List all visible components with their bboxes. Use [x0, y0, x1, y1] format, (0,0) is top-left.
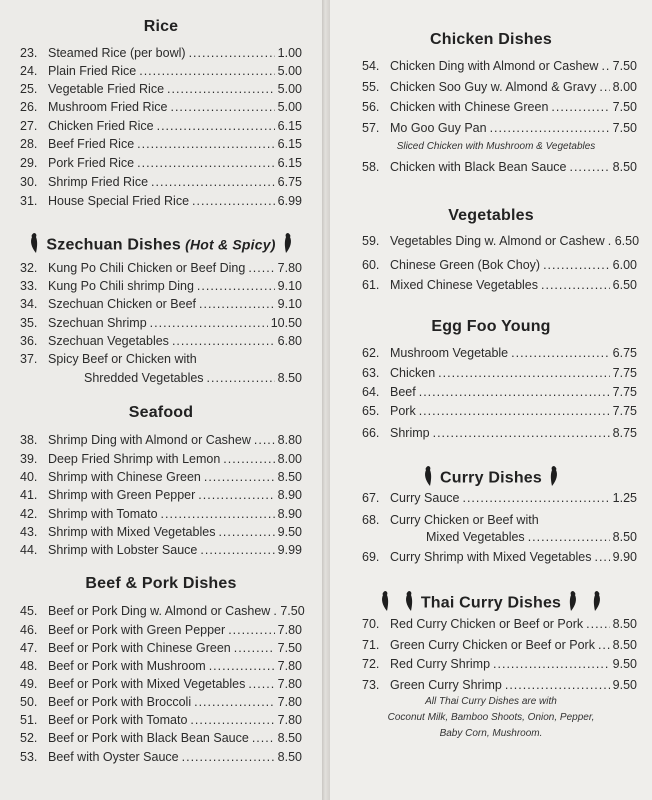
item-name: Pork Fried Rice	[48, 156, 135, 170]
menu-item	[20, 64, 302, 78]
dot-leader	[190, 713, 274, 727]
item-number: 33.	[20, 279, 38, 293]
item-number: 73.	[362, 678, 380, 692]
menu-item	[20, 507, 302, 521]
page-fold	[322, 0, 330, 800]
menu-item	[362, 678, 637, 692]
item-price: 1.00	[277, 46, 302, 60]
item-price: 9.50	[277, 525, 302, 539]
menu-item	[362, 346, 637, 360]
item-price: 7.80	[277, 623, 302, 637]
item-number: 61.	[362, 278, 380, 292]
item-number: 34.	[20, 297, 38, 311]
item-number: 48.	[20, 659, 38, 673]
item-name: Green Curry Shrimp	[390, 678, 502, 692]
item-price: 9.50	[612, 657, 637, 671]
dot-leader	[182, 750, 275, 764]
menu-item	[20, 297, 302, 311]
item-number: 30.	[20, 175, 38, 189]
item-name: Beef or Pork with Tomato	[48, 713, 188, 727]
item-name: Shrimp with Chinese Green	[48, 470, 201, 484]
item-name: Steamed Rice (per bowl)	[48, 46, 186, 60]
dot-leader	[462, 491, 609, 505]
dot-leader	[199, 297, 275, 311]
dot-leader	[601, 59, 609, 73]
section-heading	[0, 232, 322, 259]
item-name: Pork	[390, 404, 416, 418]
item-number: 50.	[20, 695, 38, 709]
item-number: 27.	[20, 119, 38, 133]
menu-item	[362, 638, 637, 652]
item-name: Shrimp with Tomato	[48, 507, 158, 521]
menu-item	[20, 488, 302, 502]
section-note-line: All Thai Curry Dishes are with	[425, 696, 557, 707]
dot-leader	[209, 659, 275, 673]
item-number: 68.	[362, 513, 380, 527]
section-heading	[330, 590, 652, 617]
section-title-text: Egg Foo Young	[431, 318, 551, 335]
menu-item	[20, 731, 302, 745]
item-name: Shrimp with Lobster Sauce	[48, 543, 198, 557]
item-number: 31.	[20, 194, 38, 208]
item-number: 57.	[362, 121, 380, 135]
item-number: 70.	[362, 617, 380, 631]
item-price: 7.80	[277, 713, 302, 727]
item-number: 55.	[362, 80, 380, 94]
menu-item	[362, 121, 637, 135]
menu-item	[20, 194, 302, 208]
menu-item	[20, 713, 302, 727]
dot-leader	[198, 488, 274, 502]
dot-leader	[139, 64, 274, 78]
menu-item	[20, 452, 302, 466]
item-number: 47.	[20, 641, 38, 655]
item-price: 6.15	[277, 137, 302, 151]
item-name: Beef or Pork with Green Pepper	[48, 623, 226, 637]
item-price: 9.90	[612, 550, 637, 564]
menu-page-right	[330, 0, 652, 800]
menu-item	[362, 59, 637, 73]
dot-leader	[150, 316, 268, 330]
dot-leader	[594, 550, 609, 564]
menu-item	[20, 137, 302, 151]
item-name: Red Curry Shrimp	[390, 657, 491, 671]
item-name: Chicken Ding with Almond or Cashew	[390, 59, 599, 73]
item-name: Mushroom Fried Rice	[48, 100, 168, 114]
dot-leader	[598, 638, 610, 652]
item-number: 25.	[20, 82, 38, 96]
item-name: Shrimp	[390, 426, 430, 440]
item-number: 67.	[362, 491, 380, 505]
item-price: 5.00	[277, 64, 302, 78]
section-heading	[330, 318, 652, 336]
item-number: 42.	[20, 507, 38, 521]
item-price: 7.50	[280, 604, 305, 618]
dot-leader	[207, 371, 275, 385]
dot-leader	[137, 137, 275, 151]
section-title-text: Curry Dishes	[440, 469, 542, 487]
menu-item	[20, 470, 302, 484]
item-number: 40.	[20, 470, 38, 484]
dot-leader	[248, 261, 274, 275]
item-name: Beef or Pork with Chinese Green	[48, 641, 231, 655]
dot-leader	[551, 100, 609, 114]
menu-item	[20, 46, 302, 60]
item-name: Beef or Pork with Black Bean Sauce	[48, 731, 249, 745]
item-number: 29.	[20, 156, 38, 170]
section-heading	[0, 575, 322, 593]
item-name: Chicken	[390, 366, 436, 380]
item-name: Curry Chicken or Beef with	[390, 513, 539, 527]
dot-leader	[194, 695, 275, 709]
item-price: 8.50	[612, 638, 637, 652]
item-name: House Special Fried Rice	[48, 194, 190, 208]
item-note: Sliced Chicken with Mushroom & Vegetables	[396, 141, 596, 152]
menu-item	[20, 156, 302, 170]
item-price: 6.99	[277, 194, 302, 208]
menu-item	[20, 279, 302, 293]
item-number: 58.	[362, 160, 380, 174]
item-price: 8.00	[612, 80, 637, 94]
item-price: 8.50	[277, 470, 302, 484]
item-number: 49.	[20, 677, 38, 691]
item-price: 8.50	[277, 750, 302, 764]
dot-leader	[248, 677, 274, 691]
item-name: Beef with Oyster Sauce	[48, 750, 179, 764]
item-number: 38.	[20, 433, 38, 447]
dot-leader	[511, 346, 610, 360]
item-number: 32.	[20, 261, 38, 275]
item-price: 6.00	[612, 258, 637, 272]
item-name: Mo Goo Guy Pan	[390, 121, 487, 135]
item-number: 66.	[362, 426, 380, 440]
item-price: 7.80	[277, 695, 302, 709]
item-name: Shrimp with Green Pepper	[48, 488, 196, 502]
menu-item	[390, 530, 637, 544]
menu-item	[362, 80, 637, 94]
menu-item	[362, 100, 637, 114]
item-name: Green Curry Chicken or Beef or Pork	[390, 638, 595, 652]
item-price: 6.50	[612, 278, 637, 292]
item-number: 65.	[362, 404, 380, 418]
item-name: Szechuan Chicken or Beef	[48, 297, 197, 311]
section-heading	[330, 207, 652, 225]
item-number: 35.	[20, 316, 38, 330]
dot-leader	[254, 433, 275, 447]
dot-leader	[419, 404, 610, 418]
item-number: 24.	[20, 64, 38, 78]
item-price: 8.75	[612, 426, 637, 440]
chili-pepper-icon	[28, 232, 40, 259]
menu-item	[20, 695, 302, 709]
menu-page-left	[0, 0, 322, 800]
item-number: 64.	[362, 385, 380, 399]
item-price: 8.50	[612, 617, 637, 631]
menu-item	[362, 513, 637, 527]
item-price: 7.80	[277, 677, 302, 691]
item-number: 44.	[20, 543, 38, 557]
menu-item	[20, 623, 302, 637]
item-number: 41.	[20, 488, 38, 502]
item-price: 7.50	[612, 121, 637, 135]
dot-leader	[200, 543, 274, 557]
item-price: 9.50	[612, 678, 637, 692]
dot-leader	[419, 385, 610, 399]
item-price: 8.50	[612, 160, 637, 174]
chili-pepper-icon	[379, 590, 391, 617]
chili-pepper-icon	[422, 465, 434, 492]
item-number: 26.	[20, 100, 38, 114]
dot-leader	[204, 470, 275, 484]
dot-leader	[218, 525, 274, 539]
item-price: 9.99	[277, 543, 302, 557]
item-name: Shrimp with Mixed Vegetables	[48, 525, 216, 539]
item-price: 6.15	[277, 156, 302, 170]
dot-leader	[569, 160, 609, 174]
item-number: 60.	[362, 258, 380, 272]
item-price: 10.50	[270, 316, 302, 330]
item-price: 8.50	[277, 731, 302, 745]
item-number: 59.	[362, 234, 380, 248]
item-number: 28.	[20, 137, 38, 151]
menu-item	[362, 385, 637, 399]
section-heading	[330, 465, 652, 492]
dot-leader	[505, 678, 610, 692]
section-title-text: Szechuan Dishes	[46, 236, 181, 254]
menu-item	[362, 404, 637, 418]
item-name: Kung Po Chili shrimp Ding	[48, 279, 194, 293]
menu-item	[362, 160, 637, 174]
item-price: 8.90	[277, 507, 302, 521]
item-name: Chicken Soo Guy w. Almond & Gravy	[390, 80, 597, 94]
dot-leader	[228, 623, 274, 637]
dot-leader	[197, 279, 275, 293]
menu-item	[20, 82, 302, 96]
section-title-text: Vegetables	[448, 207, 534, 224]
dot-leader	[234, 641, 275, 655]
item-number: 62.	[362, 346, 380, 360]
item-price: 9.10	[277, 279, 302, 293]
item-name: Mixed Chinese Vegetables	[390, 278, 539, 292]
section-note-line: Baby Corn, Mushroom.	[439, 728, 543, 739]
item-price: 7.50	[612, 100, 637, 114]
dot-leader	[189, 46, 275, 60]
menu-item	[362, 617, 637, 631]
item-price: 8.50	[277, 371, 302, 385]
item-price: 6.80	[277, 334, 302, 348]
menu-item	[362, 426, 637, 440]
item-number: 45.	[20, 604, 38, 618]
menu-item	[20, 433, 302, 447]
menu-item	[20, 119, 302, 133]
item-name: Chicken Fried Rice	[48, 119, 154, 133]
chili-pepper-icon	[403, 590, 415, 617]
section-note-line: Coconut Milk, Bamboo Shoots, Onion, Pepper,	[387, 712, 595, 723]
section-heading	[330, 31, 652, 49]
item-number: 23.	[20, 46, 38, 60]
dot-leader	[161, 507, 275, 521]
dot-leader	[192, 194, 275, 208]
item-price: 6.15	[277, 119, 302, 133]
item-price: 8.80	[277, 433, 302, 447]
item-name: Curry Sauce	[390, 491, 460, 505]
dot-leader	[541, 278, 610, 292]
menu-item	[20, 525, 302, 539]
item-number: 43.	[20, 525, 38, 539]
item-price: 5.00	[277, 100, 302, 114]
item-name: Vegetable Fried Rice	[48, 82, 165, 96]
dot-leader	[599, 80, 609, 94]
item-price: 7.75	[612, 404, 637, 418]
item-name: Chicken with Black Bean Sauce	[390, 160, 567, 174]
menu-item	[362, 657, 637, 671]
item-name: Mixed Vegetables	[426, 530, 525, 544]
menu-item	[362, 491, 637, 505]
dot-leader	[543, 258, 610, 272]
item-number: 37.	[20, 352, 38, 366]
item-name: Vegetables Ding w. Almond or Cashew	[390, 234, 605, 248]
menu-item	[20, 316, 302, 330]
item-price: 7.80	[277, 261, 302, 275]
item-price: 9.10	[277, 297, 302, 311]
item-price: 5.00	[277, 82, 302, 96]
menu-item	[362, 366, 637, 380]
dot-leader	[137, 156, 275, 170]
dot-leader	[170, 100, 274, 114]
item-name: Chicken with Chinese Green	[390, 100, 549, 114]
menu-item	[20, 604, 305, 618]
item-price: 6.50	[614, 234, 640, 248]
item-name: Szechuan Shrimp	[48, 316, 147, 330]
item-name: Beef	[390, 385, 416, 399]
dot-leader	[586, 617, 610, 631]
item-number: 52.	[20, 731, 38, 745]
dot-leader	[151, 175, 275, 189]
item-price: 7.75	[612, 366, 637, 380]
item-number: 46.	[20, 623, 38, 637]
item-name: Shrimp Ding with Almond or Cashew	[48, 433, 251, 447]
dot-leader	[608, 234, 612, 248]
chili-pepper-icon	[567, 590, 579, 617]
item-price: 8.90	[277, 488, 302, 502]
item-price: 6.75	[277, 175, 302, 189]
chili-pepper-icon	[548, 465, 560, 492]
item-name: Curry Shrimp with Mixed Vegetables	[390, 550, 592, 564]
menu-item	[48, 371, 302, 385]
item-name: Beef or Pork with Mushroom	[48, 659, 206, 673]
section-title-text: Beef & Pork Dishes	[85, 575, 237, 592]
item-price: 7.50	[277, 641, 302, 655]
item-price: 1.25	[612, 491, 637, 505]
item-name: Shrimp Fried Rice	[48, 175, 149, 189]
item-name: Beef or Pork with Mixed Vegetables	[48, 677, 246, 691]
item-number: 71.	[362, 638, 380, 652]
section-title-text: Chicken Dishes	[430, 31, 552, 48]
item-price: 7.50	[612, 59, 637, 73]
menu-item	[20, 261, 302, 275]
item-number: 51.	[20, 713, 38, 727]
dot-leader	[433, 426, 610, 440]
menu-item	[20, 641, 302, 655]
item-price: 8.00	[277, 452, 302, 466]
item-name: Plain Fried Rice	[48, 64, 137, 78]
item-name: Chinese Green (Bok Choy)	[390, 258, 541, 272]
menu-item	[362, 258, 637, 272]
menu-item	[20, 659, 302, 673]
dot-leader	[223, 452, 274, 466]
dot-leader	[438, 366, 609, 380]
dot-leader	[157, 119, 275, 133]
item-name: Mushroom Vegetable	[390, 346, 509, 360]
dot-leader	[490, 121, 610, 135]
item-name: Szechuan Vegetables	[48, 334, 169, 348]
item-price: 6.75	[612, 346, 637, 360]
item-number: 72.	[362, 657, 380, 671]
menu-item	[20, 543, 302, 557]
menu-item	[20, 334, 302, 348]
item-number: 53.	[20, 750, 38, 764]
menu-item	[362, 234, 640, 248]
menu-item	[20, 750, 302, 764]
menu-item	[362, 550, 637, 564]
item-number: 36.	[20, 334, 38, 348]
item-name: Beef Fried Rice	[48, 137, 135, 151]
item-name: Deep Fried Shrimp with Lemon	[48, 452, 221, 466]
item-number: 69.	[362, 550, 380, 564]
item-price: 8.50	[612, 530, 637, 544]
menu-item	[20, 175, 302, 189]
item-number: 63.	[362, 366, 380, 380]
section-title-text: Rice	[143, 18, 179, 35]
dot-leader	[528, 530, 610, 544]
chili-pepper-icon	[282, 232, 294, 259]
menu-item	[20, 100, 302, 114]
item-name: Red Curry Chicken or Beef or Pork	[390, 617, 584, 631]
menu-item	[20, 677, 302, 691]
section-heading	[0, 404, 322, 422]
item-number: 54.	[362, 59, 380, 73]
item-price: 7.75	[612, 385, 637, 399]
item-number: 39.	[20, 452, 38, 466]
item-name: Beef or Pork with Broccoli	[48, 695, 192, 709]
item-name: Beef or Pork Ding w. Almond or Cashew	[48, 604, 271, 618]
item-number: 56.	[362, 100, 380, 114]
dot-leader	[167, 82, 275, 96]
item-name: Kung Po Chili Chicken or Beef Ding	[48, 261, 246, 275]
menu-item	[20, 352, 302, 366]
chili-pepper-icon	[591, 590, 603, 617]
dot-leader	[172, 334, 275, 348]
dot-leader	[273, 604, 277, 618]
item-name: Spicy Beef or Chicken with	[48, 352, 197, 366]
menu-item	[362, 278, 637, 292]
dot-leader	[493, 657, 610, 671]
item-name: Shredded Vegetables	[84, 371, 204, 385]
section-subtitle: (Hot & Spicy)	[181, 236, 276, 253]
section-title-text: Thai Curry Dishes	[420, 594, 562, 612]
item-price: 7.80	[277, 659, 302, 673]
section-title-text: Seafood	[128, 404, 194, 421]
dot-leader	[252, 731, 275, 745]
section-heading	[0, 18, 322, 36]
